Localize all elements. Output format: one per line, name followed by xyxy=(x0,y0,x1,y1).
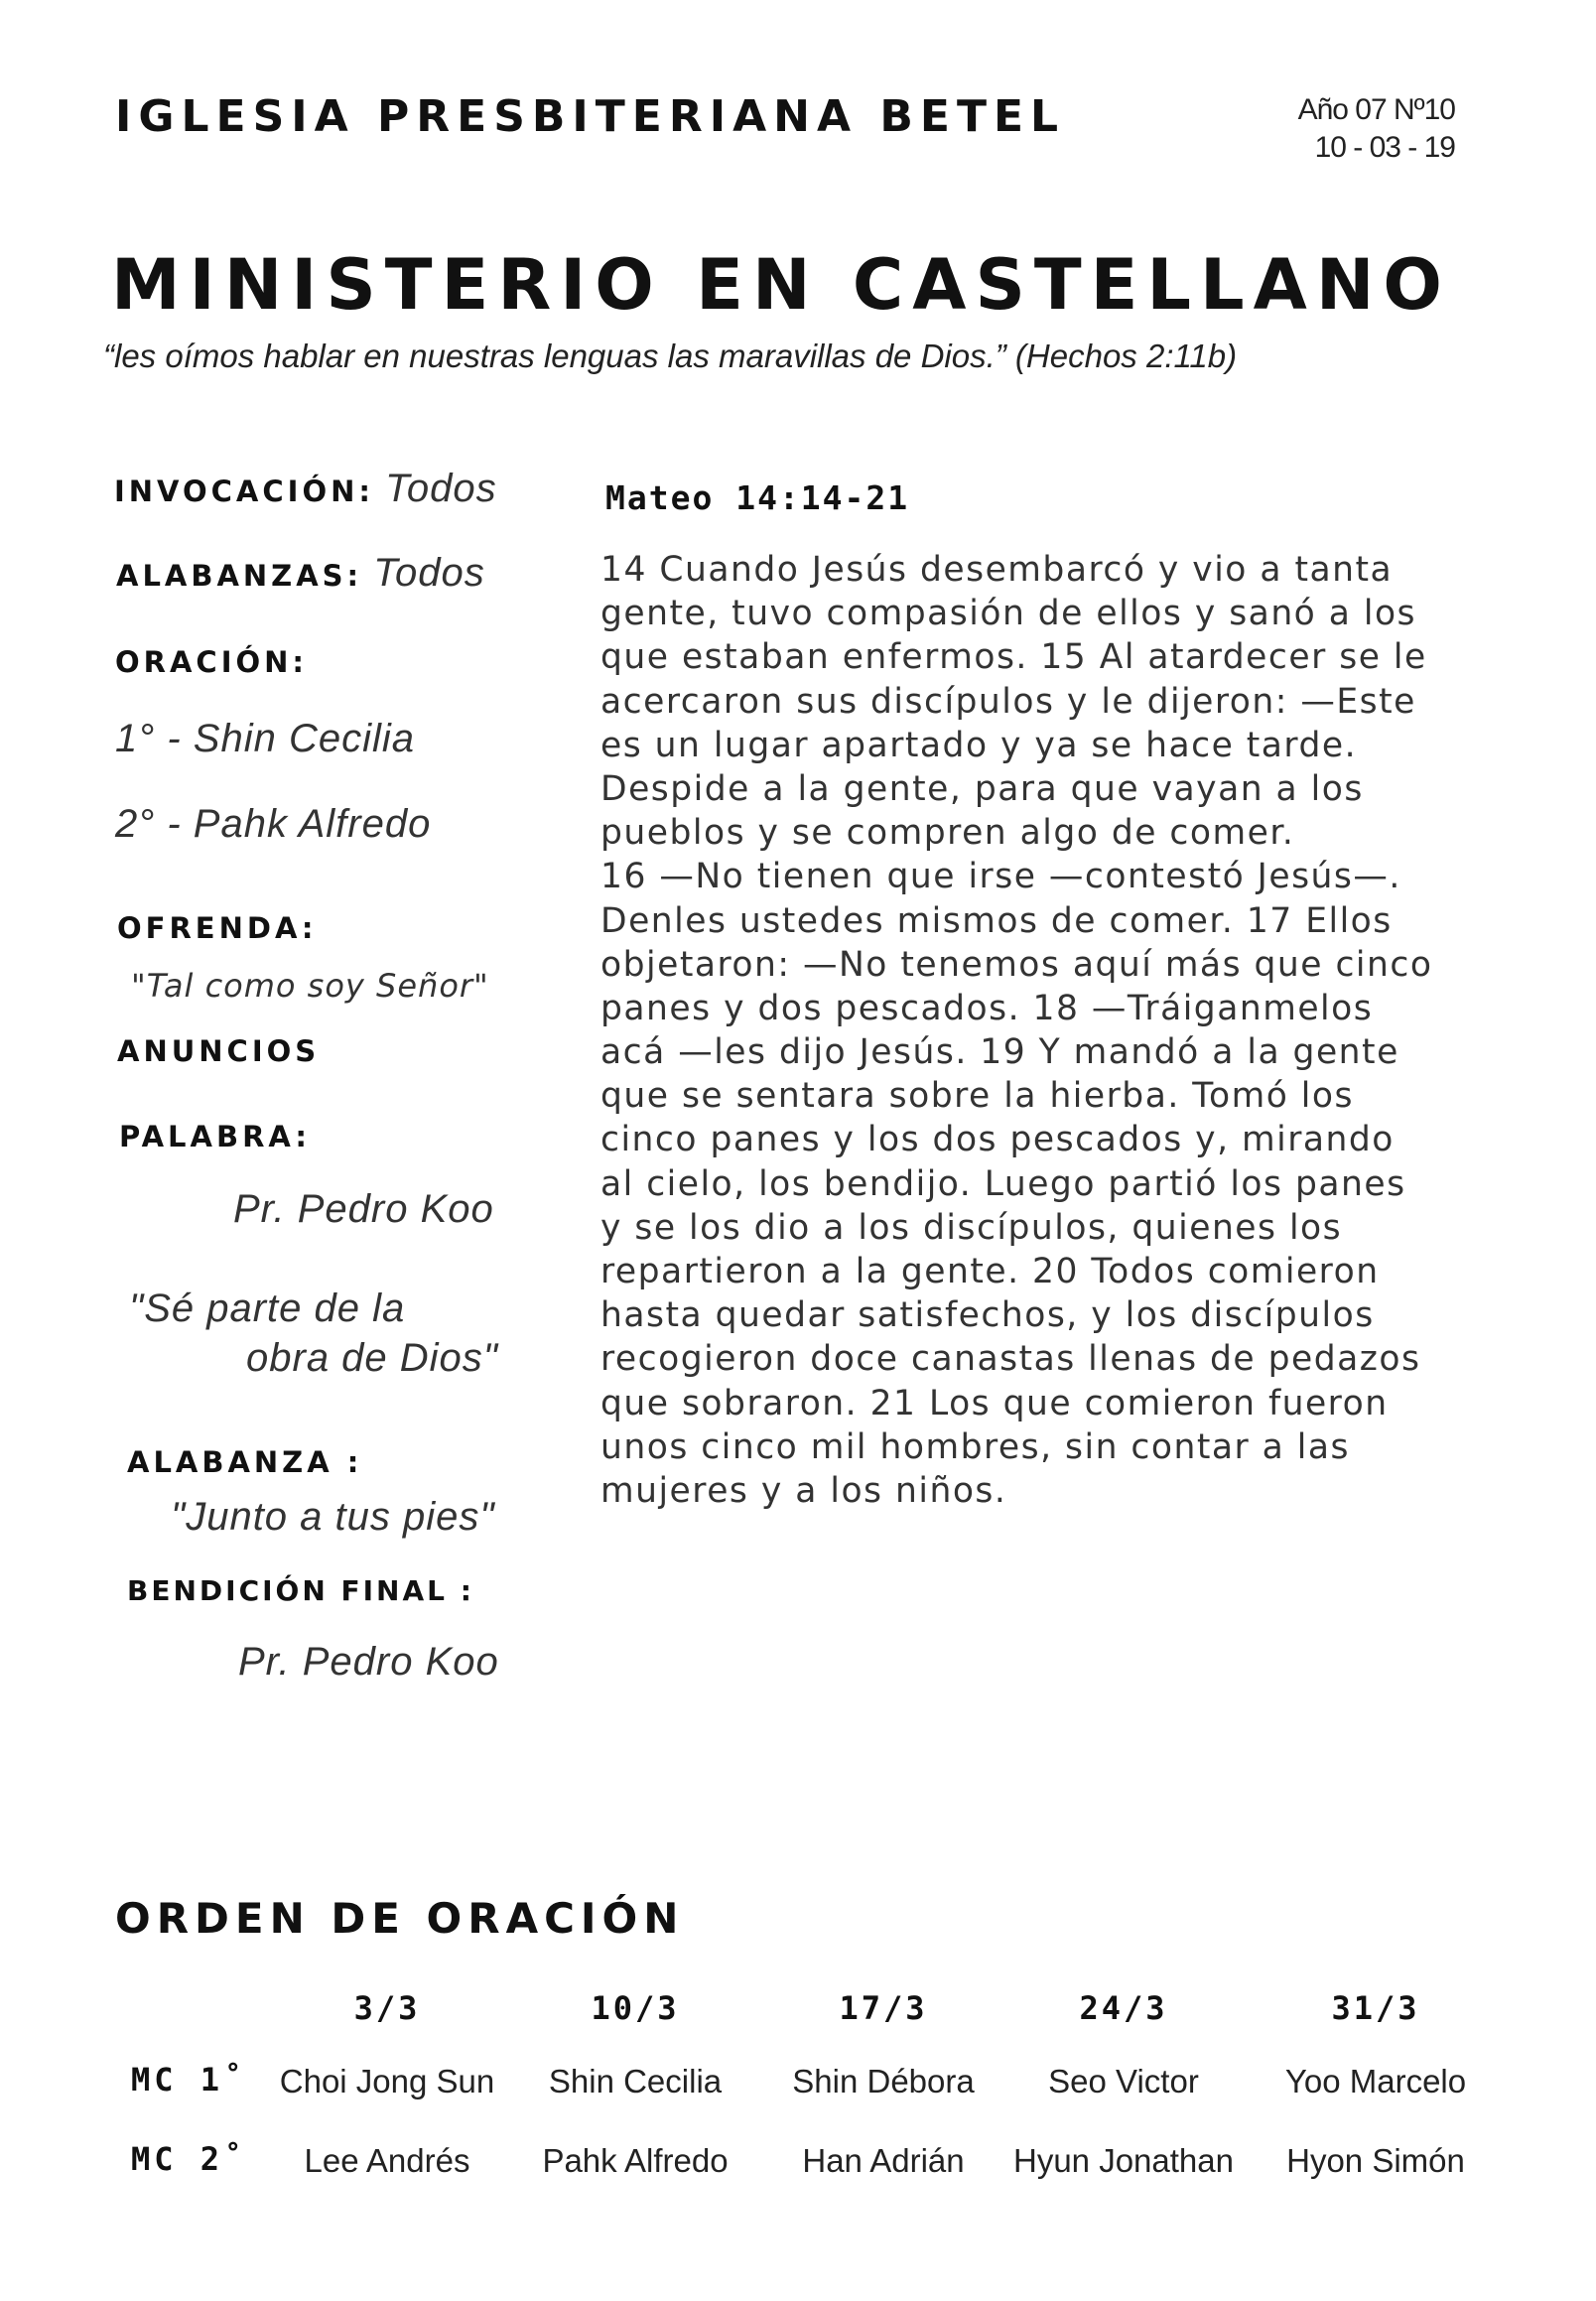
orden-date-header: 3/3 xyxy=(353,1989,421,2027)
passage-line: al cielo, los bendijo. Luego partió los panes xyxy=(600,1163,1406,1204)
orden-cell: Seo Victor xyxy=(1048,2063,1199,2099)
bendicion-label: BENDICIÓN FINAL : xyxy=(127,1574,474,1607)
palabra-label: PALABRA: xyxy=(119,1120,311,1153)
sermon-title-line1: "Sé parte de la xyxy=(129,1286,406,1330)
anuncios-label: ANUNCIOS xyxy=(117,1034,321,1068)
passage-line: acá —les dijo Jesús. 19 Y mandó a la gente xyxy=(600,1032,1399,1073)
passage-line: que sobraron. 21 Los que comieron fueron xyxy=(600,1383,1389,1423)
passage-line: cinco panes y los dos pescados y, mirando xyxy=(600,1120,1395,1160)
bendicion-pastor: Pr. Pedro Koo xyxy=(238,1640,499,1684)
orden-cell: Shin Débora xyxy=(792,2063,975,2099)
orden-date-header: 17/3 xyxy=(839,1989,928,2027)
passage-line: que se sentara sobre la hierba. Tomó los xyxy=(600,1076,1354,1117)
passage-title: Mateo 14:14-21 xyxy=(605,478,910,517)
passage-line: Denles ustedes mismos de comer. 17 Ellos xyxy=(600,900,1393,941)
invocacion-item xyxy=(114,467,497,511)
orden-date-header: 24/3 xyxy=(1079,1989,1168,2027)
orden-title: ORDEN DE ORACIÓN xyxy=(115,1894,685,1943)
alabanzas-label: ALABANZAS: xyxy=(116,559,363,593)
alabanza-value: "Junto a tus pies" xyxy=(171,1495,495,1539)
passage-line: es un lugar apartado y ya se hace tarde. xyxy=(600,725,1358,765)
orden-cell: Choi Jong Sun xyxy=(279,2063,495,2099)
orden-cell: Yoo Marcelo xyxy=(1284,2063,1467,2099)
orden-date-header: 31/3 xyxy=(1331,1989,1420,2027)
passage-line: mujeres y a los niños. xyxy=(600,1470,1007,1511)
alabanzas-value: Todos xyxy=(373,551,485,595)
orden-row-label: MC 1˚ xyxy=(131,2061,247,2098)
passage-line: pueblos y se compren algo de comer. xyxy=(600,813,1295,854)
orden-cell: Hyon Simón xyxy=(1286,2142,1465,2179)
oracion-second: 2° - Pahk Alfredo xyxy=(115,802,432,846)
passage-line: Despide a la gente, para que vayan a los xyxy=(600,768,1364,809)
oracion-first: 1° - Shin Cecilia xyxy=(115,717,415,760)
passage-line: unos cinco mil hombres, sin contar a las xyxy=(600,1426,1350,1467)
palabra-pastor: Pr. Pedro Koo xyxy=(233,1187,494,1231)
orden-cell: Lee Andrés xyxy=(304,2142,470,2179)
alabanzas-item xyxy=(116,551,485,596)
invocacion-value: Todos xyxy=(385,467,497,510)
ofrenda-label: OFRENDA: xyxy=(117,911,318,945)
orden-date-header: 10/3 xyxy=(591,1989,680,2027)
issue-date: 10 - 03 - 19 xyxy=(1314,131,1455,164)
sermon-title-line2: obra de Dios" xyxy=(246,1336,498,1380)
orden-cell: Shin Cecilia xyxy=(548,2063,723,2099)
orden-cell: Pahk Alfredo xyxy=(542,2142,729,2179)
passage-line: repartieron a la gente. 20 Todos comieron xyxy=(600,1252,1380,1291)
passage-line: objetaron: —No tenemos aquí más que cinco xyxy=(600,944,1433,985)
passage-text xyxy=(600,548,1494,1513)
passage-line: recogieron doce canastas llenas de pedazos xyxy=(600,1339,1421,1380)
oracion-label: ORACIÓN: xyxy=(115,645,309,679)
church-name: IGLESIA PRESBITERIANA BETEL xyxy=(115,91,1066,142)
issue-info xyxy=(1231,91,1455,167)
alabanza-label: ALABANZA : xyxy=(127,1445,363,1479)
passage-line: que estaban enfermos. 15 Al atardecer se le xyxy=(600,637,1427,678)
invocacion-label: INVOCACIÓN: xyxy=(114,474,374,508)
ministry-title: MINISTERIO EN CASTELLANO xyxy=(111,244,1451,326)
passage-line: gente, tuvo compasión de ellos y sanó a los xyxy=(600,594,1417,634)
orden-row-label: MC 2˚ xyxy=(131,2140,247,2178)
scripture-quote: “les oímos hablar en nuestras lenguas las maravillas de Dios.” (Hechos 2:11b) xyxy=(103,338,1238,374)
passage-line: 14 Cuando Jesús desembarcó y vio a tanta xyxy=(600,550,1394,590)
passage-line: panes y dos pescados. 18 —Tráiganmelos xyxy=(600,988,1374,1028)
orden-cell: Hyun Jonathan xyxy=(1013,2142,1234,2179)
passage-line: acercaron sus discípulos y le dijeron: —Este xyxy=(600,681,1416,722)
passage-line: 16 —No tienen que irse —contestó Jesús—. xyxy=(600,857,1401,897)
issue-number: Año 07 Nº10 xyxy=(1297,93,1455,126)
ofrenda-value: "Tal como soy Señor" xyxy=(131,967,489,1005)
orden-cell: Han Adrián xyxy=(802,2142,965,2179)
passage-line: y se los dio a los discípulos, quienes los xyxy=(600,1207,1343,1248)
passage-line: hasta quedar satisfechos, y los discípulos xyxy=(600,1295,1375,1336)
